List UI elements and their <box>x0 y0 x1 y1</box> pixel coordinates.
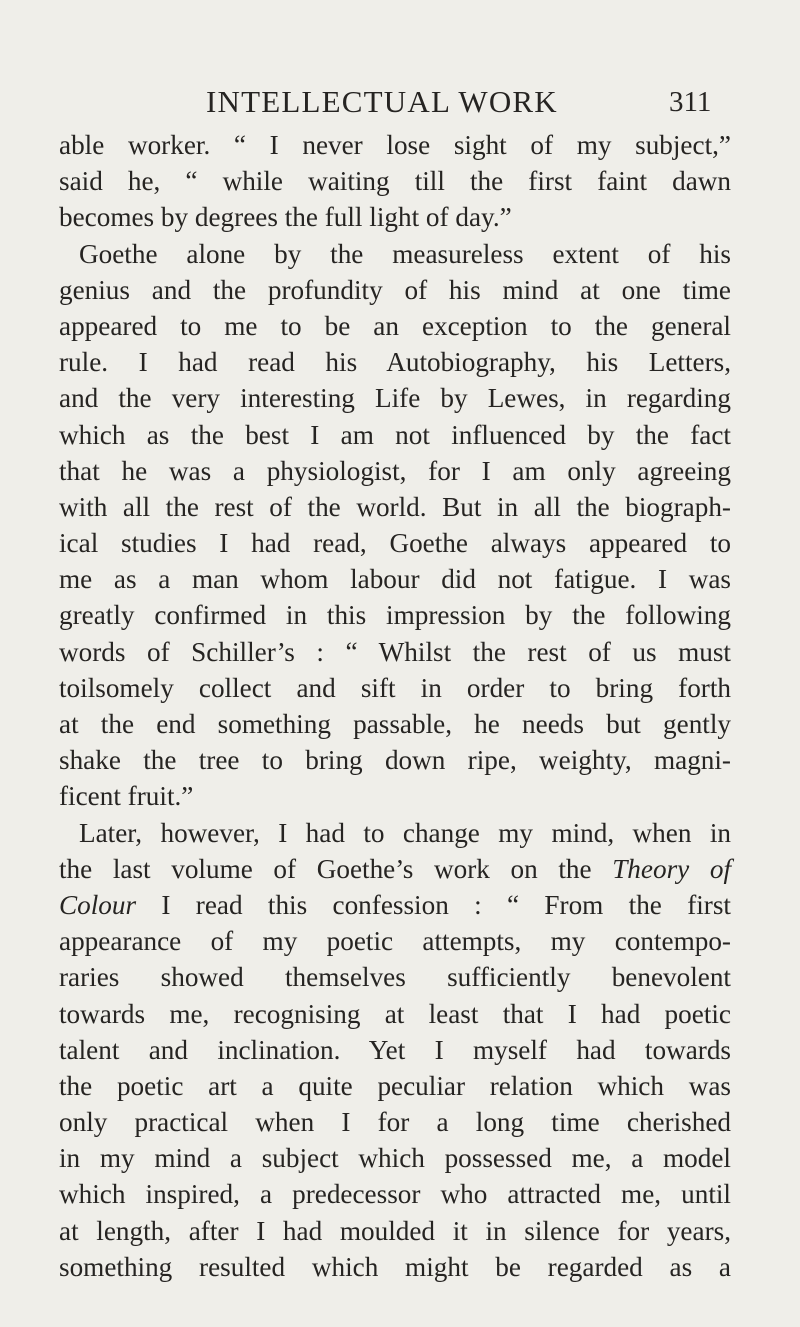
text-line <box>59 923 731 959</box>
text-line <box>59 561 731 597</box>
text-segment: appearance of my poetic attempts, my contempo- <box>59 926 731 957</box>
text-segment: the last volume of Goethe’s work on the <box>59 853 613 884</box>
italic-text: Colour <box>59 889 137 920</box>
body-text <box>59 127 731 1285</box>
text-segment: something resulted which might be regarded as a <box>59 1251 731 1282</box>
italic-text: Theory of <box>612 853 731 884</box>
text-segment: that he was a physiologist, for I am only agreeing <box>59 455 731 486</box>
text-segment: genius and the profundity of his mind at one time <box>59 274 731 305</box>
text-segment: towards me, recognising at least that I had poetic <box>59 998 731 1029</box>
text-segment: only practical when I for a long time cherished <box>59 1107 731 1138</box>
text-line <box>59 1104 731 1140</box>
text-segment: the poetic art a quite peculiar relation which was <box>59 1070 731 1101</box>
text-line <box>59 996 731 1032</box>
text-segment: raries showed themselves sufficiently benevolent <box>59 962 731 993</box>
running-head <box>0 84 800 124</box>
text-line <box>59 199 731 235</box>
text-line <box>59 453 731 489</box>
text-line <box>59 417 731 453</box>
text-segment: said he, “ while waiting till the first faint dawn <box>59 166 731 197</box>
text-segment: and the very interesting Life by Lewes, in regarding <box>59 383 731 414</box>
text-segment: in my mind a subject which possessed me, a model <box>59 1143 731 1174</box>
text-line <box>59 597 731 633</box>
text-segment: me as a man whom labour did not fatigue. I was <box>59 564 731 595</box>
text-segment: greatly confirmed in this impression by the following <box>59 600 731 631</box>
running-title: INTELLECTUAL WORK <box>206 84 558 119</box>
text-line <box>59 815 731 851</box>
text-segment: Goethe alone by the measureless extent of his <box>79 238 731 269</box>
text-line <box>59 127 731 163</box>
text-line <box>59 1140 731 1176</box>
text-line <box>59 634 731 670</box>
text-line <box>59 670 731 706</box>
text-line <box>59 344 731 380</box>
text-line <box>59 525 731 561</box>
text-line <box>59 851 731 887</box>
text-segment: shake the tree to bring down ripe, weighty, magni- <box>59 745 731 776</box>
text-segment: becomes by degrees the full light of day.” <box>59 202 512 233</box>
text-segment: appeared to me to be an exception to the general <box>59 310 731 341</box>
text-segment: at length, after I had moulded it in silence for years, <box>59 1215 731 1246</box>
page-number: 311 <box>669 86 712 118</box>
text-segment: talent and inclination. Yet I myself had towards <box>59 1034 731 1065</box>
text-segment: which inspired, a predecessor who attracted me, until <box>59 1179 731 1210</box>
text-line <box>59 706 731 742</box>
text-segment: Later, however, I had to change my mind, when in <box>79 817 731 848</box>
text-line <box>59 959 731 995</box>
text-segment: I read this confession : “ From the first <box>136 889 731 920</box>
text-line <box>59 1068 731 1104</box>
text-segment: at the end something passable, he needs but gently <box>59 709 731 739</box>
text-segment: toilsomely collect and sift in order to bring forth <box>59 672 731 703</box>
text-line <box>59 308 731 344</box>
text-line <box>59 489 731 525</box>
text-line <box>59 1032 731 1068</box>
text-segment: ical studies I had read, Goethe always appeared to <box>59 528 731 559</box>
text-line <box>59 1213 731 1249</box>
text-line <box>59 380 731 416</box>
text-segment: able worker. “ I never lose sight of my subject,” <box>59 130 731 160</box>
text-segment: words of Schiller’s : “ Whilst the rest of us must <box>59 636 731 667</box>
text-line <box>59 236 731 272</box>
text-segment: rule. I had read his Autobiography, his Letters, <box>59 347 731 378</box>
text-line <box>59 1176 731 1212</box>
text-line <box>59 272 731 308</box>
text-line <box>59 887 731 923</box>
text-line <box>59 778 731 814</box>
text-segment: ficent fruit.” <box>59 781 194 812</box>
text-segment: which as the best I am not influenced by the fact <box>59 419 731 450</box>
text-segment: with all the rest of the world. But in all the biograph- <box>59 491 731 522</box>
text-line <box>59 163 731 199</box>
text-line <box>59 742 731 778</box>
text-line <box>59 1249 731 1285</box>
